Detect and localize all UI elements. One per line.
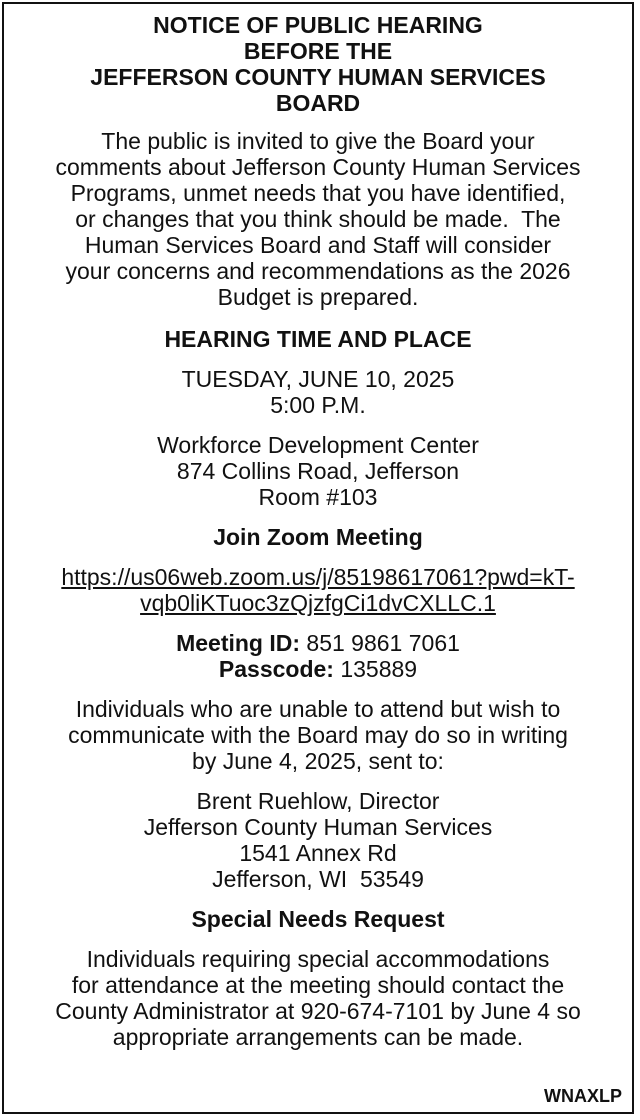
passcode-label: Passcode: — [218, 656, 334, 682]
address-line: Jefferson, WI 53549 — [212, 866, 424, 892]
written-line: Individuals who are unable to attend but wish to — [75, 696, 561, 722]
hearing-heading: HEARING TIME AND PLACE — [164, 326, 472, 352]
meeting-id-row — [14, 630, 622, 656]
intro-paragraph — [14, 128, 622, 310]
location-line: 874 Collins Road, Jefferson — [176, 458, 460, 484]
meeting-credentials — [14, 630, 622, 682]
written-line: by June 4, 2025, sent to: — [192, 748, 444, 774]
title-line: BOARD — [275, 90, 361, 116]
intro-line: or changes that you think should be made. The — [75, 206, 561, 232]
intro-line: comments about Jefferson County Human Services — [55, 154, 581, 180]
special-needs-heading: Special Needs Request — [191, 906, 445, 932]
mailing-address — [14, 788, 622, 892]
intro-line: Programs, unmet needs that you have identified, — [70, 180, 566, 206]
special-line: Individuals requiring special accommodations — [86, 946, 550, 972]
title-line: BEFORE THE — [243, 38, 393, 64]
special-line: for attendance at the meeting should contact the — [71, 972, 565, 998]
public-hearing-notice — [2, 2, 634, 1114]
written-line: communicate with the Board may do so in writing — [68, 722, 568, 748]
hearing-datetime — [14, 366, 622, 418]
zoom-link[interactable] — [14, 564, 622, 616]
written-comments-paragraph — [14, 696, 622, 774]
meeting-id-label: Meeting ID: — [176, 630, 301, 656]
location-line: Room #103 — [258, 484, 378, 510]
hearing-time: 5:00 P.M. — [270, 392, 366, 418]
notice-title — [14, 12, 622, 116]
publication-code: WNAXLP — [544, 1086, 622, 1106]
special-line: County Administrator at 920-674-7101 by June 4 so — [55, 998, 581, 1024]
intro-line: your concerns and recommendations as the 2026 — [65, 258, 571, 284]
hearing-date: TUESDAY, JUNE 10, 2025 — [181, 366, 455, 392]
address-line: 1541 Annex Rd — [239, 840, 397, 866]
zoom-link-line[interactable]: vqb0liKTuoc3zQjzfgCi1dvCXLLC.1 — [140, 590, 496, 616]
passcode-row — [14, 656, 622, 682]
meeting-id-value: 851 9861 7061 — [306, 630, 460, 656]
hearing-location — [14, 432, 622, 510]
intro-line: The public is invited to give the Board your — [101, 128, 535, 154]
location-line: Workforce Development Center — [157, 432, 479, 458]
passcode-value: 135889 — [340, 656, 418, 682]
special-needs-paragraph — [14, 946, 622, 1050]
title-line: JEFFERSON COUNTY HUMAN SERVICES — [90, 64, 546, 90]
zoom-heading: Join Zoom Meeting — [213, 524, 423, 550]
address-line: Jefferson County Human Services — [143, 814, 493, 840]
intro-line: Budget is prepared. — [217, 284, 419, 310]
title-line: NOTICE OF PUBLIC HEARING — [153, 12, 483, 38]
address-line: Brent Ruehlow, Director — [196, 788, 440, 814]
zoom-link-line[interactable]: https://us06web.zoom.us/j/85198617061?pwd=kT- — [61, 564, 575, 590]
special-line: appropriate arrangements can be made. — [112, 1024, 524, 1050]
intro-line: Human Services Board and Staff will consider — [84, 232, 552, 258]
